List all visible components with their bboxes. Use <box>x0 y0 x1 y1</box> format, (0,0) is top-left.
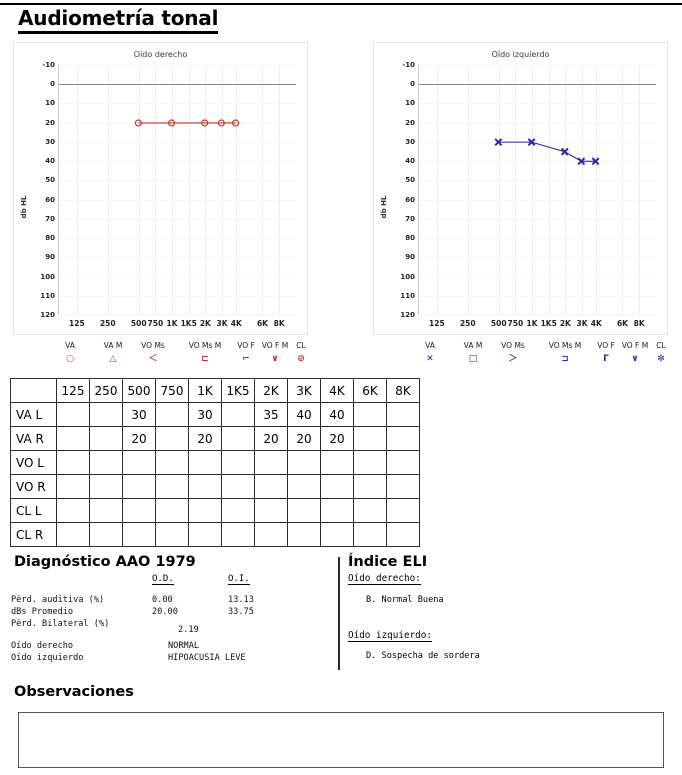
eli-title: Índice ELI <box>348 554 428 570</box>
legend-label: VO F <box>597 341 615 350</box>
table-cell[interactable] <box>354 475 387 499</box>
table-cell[interactable]: 20 <box>123 427 156 451</box>
table-body <box>11 403 420 547</box>
table-cell[interactable] <box>255 451 288 475</box>
table-cell[interactable] <box>387 499 420 523</box>
table-cell[interactable] <box>255 523 288 547</box>
table-column-header: 8K <box>387 379 420 403</box>
table-row <box>11 403 420 427</box>
y-axis-tick-label: 120 <box>40 311 55 319</box>
y-axis-tick-label: 70 <box>405 214 415 223</box>
table-cell[interactable] <box>123 499 156 523</box>
x-axis-tick-label: 2K <box>199 319 211 328</box>
legend-item-vo-ms <box>501 340 525 366</box>
y-axis-tick-label: 90 <box>405 253 415 262</box>
table-row-header: VO R <box>11 475 57 499</box>
legend-item-vo-f-m <box>262 340 288 366</box>
chart-title-right-ear: Oído derecho <box>133 50 188 59</box>
y-axis-tick-label: -10 <box>402 61 415 69</box>
legend-symbol-icon: ⌐ <box>242 354 250 364</box>
chart-card-right-ear <box>13 42 308 335</box>
legend-symbol-icon: ✼ <box>657 354 665 364</box>
table-column-header: 4K <box>321 379 354 403</box>
y-axis-tick-label: 120 <box>400 311 415 319</box>
legend-item-vo-f-m <box>622 340 648 366</box>
table-cell[interactable] <box>288 523 321 547</box>
x-axis-tick-label: 125 <box>69 319 85 328</box>
x-axis-tick-label: 6K <box>616 319 628 328</box>
y-axis-tick-label: 60 <box>45 195 55 204</box>
legend-item-vo-f <box>597 340 615 366</box>
legend-item-va-m <box>464 340 483 366</box>
table-column-header: 250 <box>90 379 123 403</box>
diagnosis-row-label-1: dBs Promedio <box>11 607 74 617</box>
table-cell[interactable]: 40 <box>321 403 354 427</box>
gridline-horizontal <box>59 315 296 316</box>
chart-ylabel-right-ear: db HL <box>20 195 28 219</box>
table-cell[interactable] <box>255 499 288 523</box>
table-cell[interactable]: 30 <box>189 403 222 427</box>
y-axis-tick-label: 80 <box>45 234 55 243</box>
table-cell[interactable] <box>387 451 420 475</box>
table-cell[interactable] <box>387 523 420 547</box>
table-column-header: 1K5 <box>222 379 255 403</box>
y-axis-tick-label: 100 <box>40 272 55 281</box>
table-cell[interactable] <box>321 523 354 547</box>
legend-label: VO Ms <box>501 341 525 350</box>
table-cell[interactable] <box>321 499 354 523</box>
x-axis-tick-label: 6K <box>256 319 268 328</box>
diagnosis-row-od-0: 0.00 <box>152 595 173 605</box>
y-axis-tick-label: 80 <box>405 234 415 243</box>
diagnosis-col-oi: O.I. <box>228 574 250 584</box>
table-cell[interactable] <box>123 475 156 499</box>
table-cell[interactable] <box>90 403 123 427</box>
chart-title-left-ear: Oído izquierdo <box>491 50 550 59</box>
table-corner-cell <box>11 379 57 403</box>
table-column-header: 6K <box>354 379 387 403</box>
diagnosis-row-label-0: Pérd. auditiva (%) <box>11 595 105 605</box>
legend-symbol-icon: ⊘ <box>297 354 305 364</box>
table-row-header: CL R <box>11 523 57 547</box>
diagnosis-left-ear-value: HIPOACUSIA LEVE <box>168 653 246 663</box>
y-axis-tick-label: 30 <box>405 137 415 146</box>
legend-label: VA M <box>103 341 123 350</box>
top-rule <box>0 3 682 5</box>
x-axis-tick-label: 750 <box>147 319 164 328</box>
table-header-row <box>11 379 420 403</box>
table-cell[interactable] <box>156 427 189 451</box>
diagnosis-row-oi-1: 33.75 <box>228 607 254 617</box>
table-column-header: 125 <box>57 379 90 403</box>
table-cell[interactable] <box>156 475 189 499</box>
table-row-header: VA L <box>11 403 57 427</box>
y-axis-tick-label: 10 <box>405 99 415 108</box>
legend-symbol-icon: Γ <box>603 354 609 364</box>
legend-right-ear <box>13 340 308 372</box>
diagnosis-left-ear-label: Oído izquierdo <box>11 653 84 663</box>
y-axis-tick-label: 60 <box>405 195 415 204</box>
legend-label: VO F M <box>621 341 649 350</box>
legend-item-vo-ms-m <box>189 340 222 366</box>
table-cell[interactable]: 30 <box>123 403 156 427</box>
series-line-va <box>498 142 595 161</box>
eli-left-ear-value: D. Sospecha de sordera <box>366 651 480 661</box>
legend-symbol-icon: ○ <box>66 354 74 364</box>
x-axis-tick-label: 1K <box>526 319 538 328</box>
table-cell[interactable] <box>288 475 321 499</box>
legend-item-vo-ms <box>141 340 165 366</box>
table-cell[interactable] <box>222 475 255 499</box>
page-title: Audiometría tonal <box>18 6 218 34</box>
legend-item-va <box>425 340 435 366</box>
table-cell[interactable] <box>222 523 255 547</box>
table-cell[interactable] <box>156 403 189 427</box>
diagnosis-row-od-1: 20.00 <box>152 607 178 617</box>
legend-symbol-icon: ∨ <box>631 354 639 364</box>
x-axis-tick-label: 4K <box>230 319 242 328</box>
y-axis-tick-label: 30 <box>45 137 55 146</box>
chart-card-left-ear <box>373 42 668 335</box>
y-axis-tick-label: 0 <box>50 80 55 89</box>
y-axis-tick-label: 20 <box>405 118 415 127</box>
x-axis-tick-label: 1K5 <box>180 319 197 328</box>
table-cell[interactable]: 20 <box>189 427 222 451</box>
legend-item-vo-ms-m <box>549 340 582 366</box>
x-axis-tick-label: 500 <box>130 319 147 328</box>
legend-item-va-m <box>104 340 123 366</box>
x-axis-tick-label: 1K <box>166 319 178 328</box>
legend-label: VA M <box>463 341 483 350</box>
legend-label: VA <box>425 341 435 350</box>
x-axis-tick-label: 750 <box>507 319 524 328</box>
table-column-header: 750 <box>156 379 189 403</box>
gridline-horizontal <box>419 315 656 316</box>
y-axis-tick-label: 10 <box>45 99 55 108</box>
table-cell[interactable] <box>90 451 123 475</box>
table-cell[interactable] <box>57 523 90 547</box>
observations-title: Observaciones <box>14 684 134 700</box>
legend-symbol-icon: ＞ <box>508 354 518 364</box>
y-axis-tick-label: 110 <box>400 291 415 300</box>
data-point-marker-x <box>562 149 568 155</box>
legend-label: VO Ms <box>141 341 165 350</box>
x-axis-tick-label: 250 <box>459 319 476 328</box>
observations-input[interactable] <box>18 712 664 768</box>
y-axis-tick-label: 40 <box>45 157 55 166</box>
legend-label: VO F <box>237 341 255 350</box>
legend-symbol-icon: ∨ <box>271 354 279 364</box>
table-row <box>11 499 420 523</box>
table-row <box>11 475 420 499</box>
table-cell[interactable] <box>156 451 189 475</box>
section-divider <box>338 557 340 670</box>
x-axis-tick-label: 4K <box>590 319 602 328</box>
table-row <box>11 427 420 451</box>
table-cell[interactable] <box>354 451 387 475</box>
table-cell[interactable] <box>189 523 222 547</box>
table-row <box>11 451 420 475</box>
y-axis-tick-label: 50 <box>45 176 55 185</box>
table-row-header: VA R <box>11 427 57 451</box>
table-cell[interactable] <box>57 451 90 475</box>
table-cell[interactable]: 20 <box>255 427 288 451</box>
table-column-header: 500 <box>123 379 156 403</box>
table-cell[interactable] <box>354 523 387 547</box>
table-cell[interactable] <box>354 427 387 451</box>
table-cell[interactable] <box>90 427 123 451</box>
diagnosis-col-od: O.D. <box>152 574 174 584</box>
table-cell[interactable] <box>255 475 288 499</box>
table-cell[interactable] <box>123 523 156 547</box>
legend-label: CL <box>296 341 306 350</box>
table-cell[interactable] <box>57 403 90 427</box>
x-axis-tick-label: 3K <box>216 319 228 328</box>
table-cell[interactable] <box>90 475 123 499</box>
table-cell[interactable]: 20 <box>288 427 321 451</box>
table-row-header: CL L <box>11 499 57 523</box>
table-cell[interactable] <box>90 499 123 523</box>
y-axis-tick-label: 40 <box>405 157 415 166</box>
table-cell[interactable] <box>189 475 222 499</box>
y-axis-tick-label: 70 <box>45 214 55 223</box>
legend-label: VA <box>65 341 75 350</box>
y-axis-tick-label: 50 <box>405 176 415 185</box>
table-cell[interactable] <box>321 475 354 499</box>
table-cell[interactable] <box>288 499 321 523</box>
table-cell[interactable] <box>57 499 90 523</box>
table-cell[interactable] <box>222 427 255 451</box>
table-cell[interactable]: 35 <box>255 403 288 427</box>
legend-symbol-icon: △ <box>109 354 117 364</box>
table-cell[interactable] <box>222 451 255 475</box>
legend-item-cl <box>296 340 305 366</box>
table-cell[interactable] <box>156 523 189 547</box>
legend-symbol-icon: ⊏ <box>201 354 209 364</box>
x-axis-tick-label: 125 <box>429 319 445 328</box>
audiogram-data-table <box>10 378 420 547</box>
diagnosis-bilateral-value: 2.19 <box>178 625 199 635</box>
diagnosis-title: Diagnóstico AAO 1979 <box>14 554 196 570</box>
y-axis-tick-label: 90 <box>45 253 55 262</box>
legend-symbol-icon: ⊐ <box>561 354 569 364</box>
legend-label: CL <box>656 341 666 350</box>
y-axis-tick-label: 100 <box>400 272 415 281</box>
table-column-header: 3K <box>288 379 321 403</box>
table-cell[interactable] <box>189 451 222 475</box>
table-cell[interactable]: 40 <box>288 403 321 427</box>
table-column-header: 1K <box>189 379 222 403</box>
legend-item-va <box>65 340 75 366</box>
legend-left-ear <box>373 340 668 372</box>
plot-area-left-ear <box>400 61 656 328</box>
table-cell[interactable] <box>222 403 255 427</box>
x-axis-tick-label: 3K <box>576 319 588 328</box>
table-cell[interactable] <box>387 403 420 427</box>
x-axis-tick-label: 500 <box>490 319 507 328</box>
y-axis-tick-label: 0 <box>410 80 415 89</box>
table-cell[interactable] <box>57 475 90 499</box>
chart-series-layer <box>59 65 296 315</box>
y-axis-tick-label: -10 <box>42 61 55 69</box>
table-row-header: VO L <box>11 451 57 475</box>
legend-label: VO Ms M <box>188 341 222 350</box>
legend-symbol-icon: □ <box>468 354 478 364</box>
diagnosis-bilateral-label: Pérd. Bilateral (%) <box>11 619 110 629</box>
table-cell[interactable] <box>387 475 420 499</box>
y-axis-tick-label: 20 <box>45 118 55 127</box>
table-cell[interactable] <box>156 499 189 523</box>
table-cell[interactable]: 20 <box>321 427 354 451</box>
table-cell[interactable] <box>288 451 321 475</box>
table-cell[interactable] <box>189 499 222 523</box>
x-axis-tick-label: 250 <box>99 319 116 328</box>
table-cell[interactable] <box>123 451 156 475</box>
eli-right-ear-label: Oído derecho: <box>348 573 421 584</box>
legend-label: VO F M <box>261 341 289 350</box>
eli-right-ear-value: B. Normal Buena <box>366 595 444 605</box>
legend-label: VO Ms M <box>548 341 582 350</box>
table-cell[interactable] <box>354 499 387 523</box>
table-cell[interactable] <box>90 523 123 547</box>
table-cell[interactable] <box>57 427 90 451</box>
y-axis-tick-label: 110 <box>40 291 55 300</box>
table-cell[interactable] <box>222 499 255 523</box>
table-cell[interactable] <box>354 403 387 427</box>
legend-item-cl <box>656 340 665 366</box>
legend-symbol-icon: ✕ <box>426 354 434 364</box>
legend-item-vo-f <box>237 340 255 366</box>
diagnosis-right-ear-label: Oído derecho <box>11 641 74 651</box>
table-cell[interactable] <box>387 427 420 451</box>
diagnosis-row-oi-0: 13.13 <box>228 595 254 605</box>
x-axis-tick-label: 8K <box>273 319 285 328</box>
chart-series-layer <box>419 65 656 315</box>
chart-ylabel-left-ear: db HL <box>380 195 388 219</box>
diagnosis-right-ear-value: NORMAL <box>168 641 200 651</box>
x-axis-tick-label: 2K <box>559 319 571 328</box>
table-header <box>11 379 420 403</box>
table-column-header: 2K <box>255 379 288 403</box>
table-row <box>11 523 420 547</box>
x-axis-tick-label: 8K <box>633 319 645 328</box>
eli-left-ear-label: Oído izquierdo: <box>348 630 432 641</box>
legend-symbol-icon: ＜ <box>148 354 158 364</box>
x-axis-tick-label: 1K5 <box>540 319 557 328</box>
plot-area-right-ear <box>40 61 296 328</box>
table-cell[interactable] <box>321 451 354 475</box>
